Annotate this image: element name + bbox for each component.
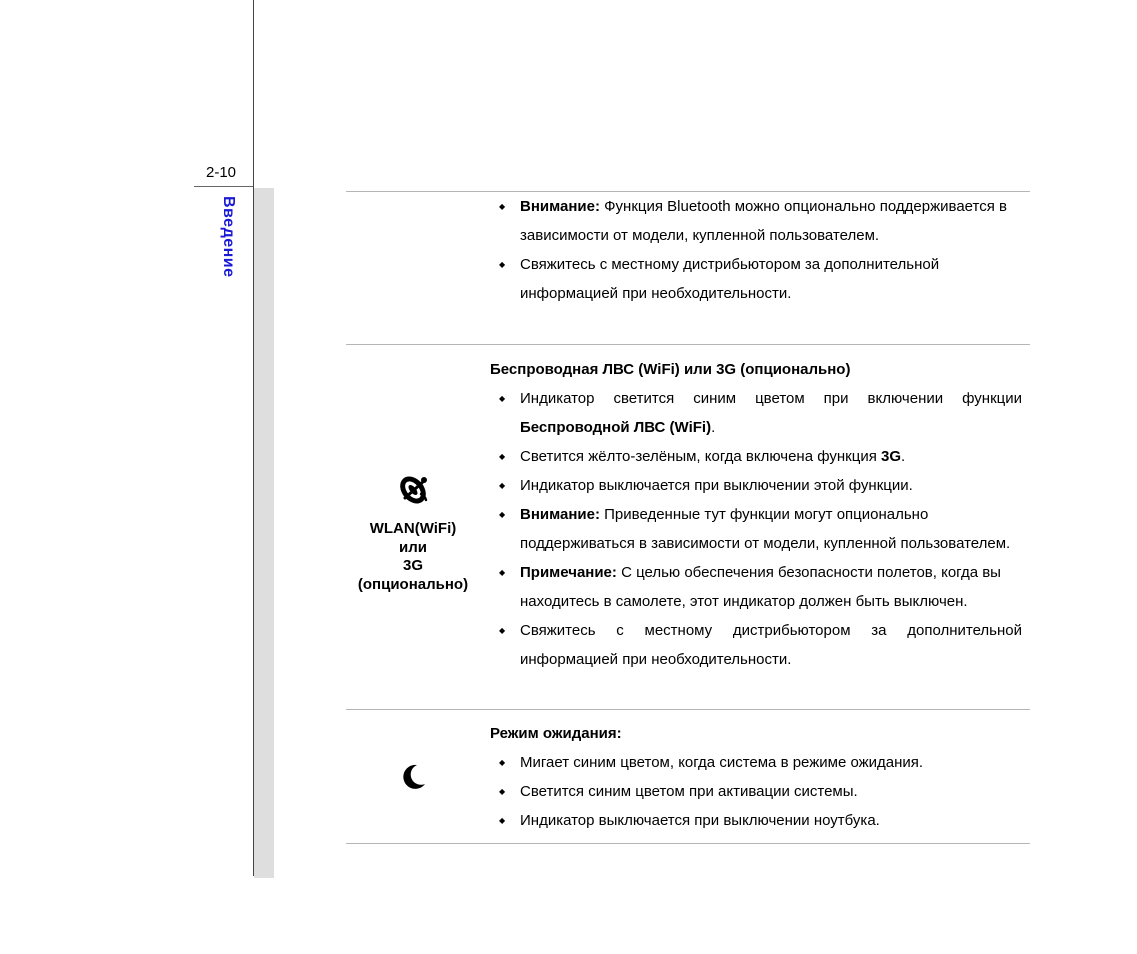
wlan-label-line: 3G: [402, 557, 423, 574]
list-item: ◆ Свяжитесь с местному дистрибьютором за дополнительной информацией при необходительности.: [490, 250, 1022, 308]
wlan-bullet-end: .: [711, 419, 716, 436]
crescent-moon-icon: [398, 762, 428, 792]
satellite-dish-icon: [395, 472, 431, 508]
wlan-bullet-text: Свяжитесь с местному дистрибьютором за дополнительной: [520, 622, 1022, 639]
table-rule: [346, 709, 1030, 710]
list-item: ◆ Мигает синим цветом, когда система в режиме ожидания.: [490, 748, 1022, 777]
wlan-label-line: WLAN(WiFi): [369, 520, 457, 537]
list-item: ◆ Индикатор выключается при выключении этой функции.: [490, 471, 1022, 500]
list-item: ◆ Индикатор выключается при выключении ноутбука.: [490, 806, 1022, 835]
list-item: [490, 616, 1022, 674]
page-number: 2-10: [206, 164, 237, 181]
wlan-bullet-text: Индикатор светится синим цветом при включении функции: [520, 390, 1022, 407]
wlan-heading: Беспроводная ЛВС (WiFi) или 3G (опционально): [490, 361, 851, 378]
standby-heading: Режим ожидания:: [490, 725, 622, 742]
table-rule: [346, 344, 1030, 345]
wlan-bullet-bold: Беспроводной ЛВС (WiFi): [520, 419, 712, 436]
standby-description: [490, 719, 1022, 835]
note-label: Внимание:: [520, 198, 600, 215]
list-item: [490, 442, 1022, 471]
list-item: [490, 192, 1022, 250]
list-item: [490, 384, 1022, 442]
list-item: [490, 500, 1022, 558]
section-tab: Введение: [220, 196, 237, 278]
wlan-label-line: или: [399, 538, 427, 556]
side-strip: [254, 188, 274, 878]
note-text: С целью обеспечения безопасности полетов, когда вы находитесь в самолете, этот индикатор должен быть выключен.: [520, 564, 1001, 610]
note-label: Внимание:: [520, 506, 600, 523]
table-rule-bottom: [346, 843, 1030, 844]
wlan-label: [358, 520, 468, 594]
wlan-bullet-text: Светится жёлто-зелёным, когда включена функция: [520, 448, 881, 465]
standby-indicator: [388, 762, 438, 792]
wlan-bullet-last-line: [520, 413, 1022, 442]
bluetooth-notes: [490, 192, 1022, 308]
wlan-bullet-last-line: информацией при необходительности.: [520, 651, 792, 668]
wlan-indicator: [352, 472, 474, 594]
list-item: ◆ Светится синим цветом при активации системы.: [490, 777, 1022, 806]
wlan-label-line: (опционально): [357, 575, 469, 593]
page-number-rule: [194, 186, 253, 187]
wlan-description: [490, 355, 1022, 674]
note-text: Функция Bluetooth можно опционально поддерживается в зависимости от модели, купленной пользователем.: [520, 198, 1007, 244]
wlan-bullet-end: .: [901, 448, 906, 465]
note-text: Приведенные тут функции могут опционально поддерживаться в зависимости от модели, купленной пользователем.: [520, 506, 1011, 552]
wlan-bullet-bold: 3G: [880, 448, 901, 465]
note-label: Примечание:: [520, 564, 617, 581]
list-item: [490, 558, 1022, 616]
